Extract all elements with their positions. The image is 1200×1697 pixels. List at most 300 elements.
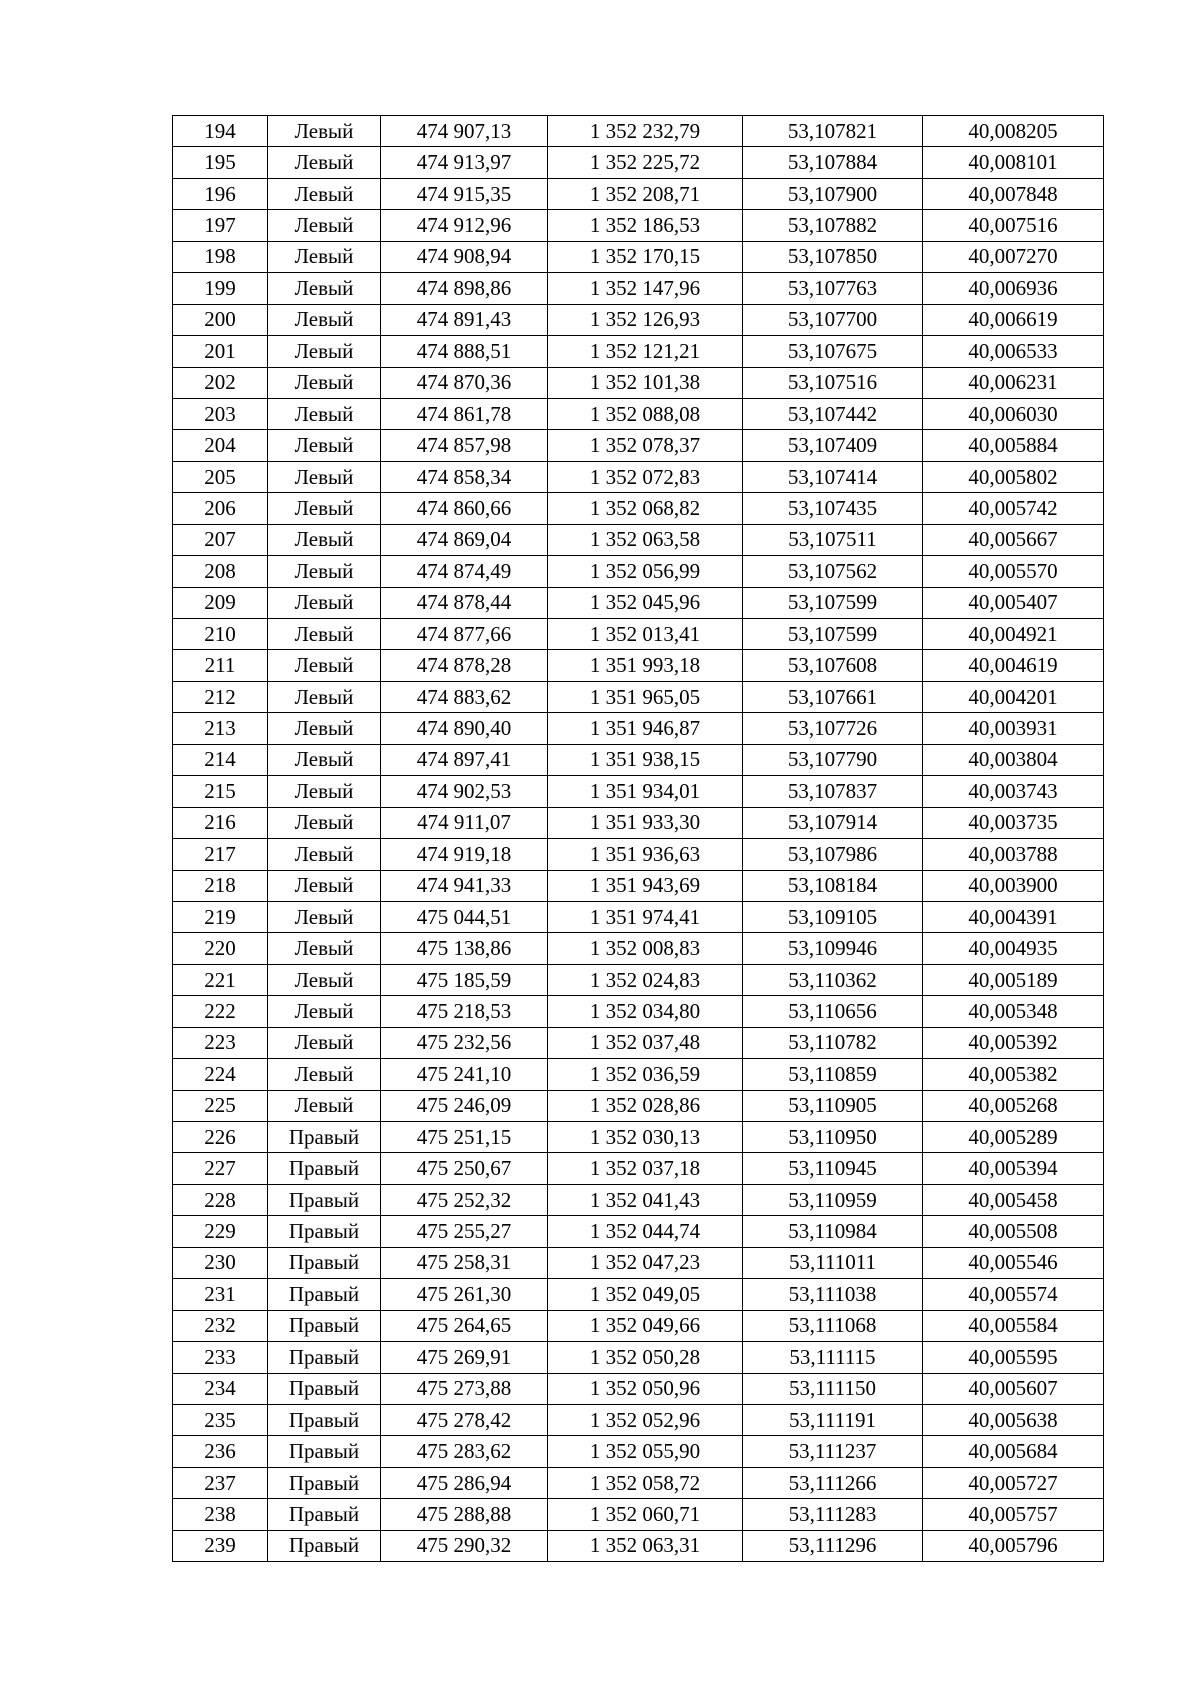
latitude-cell: 53,107790 — [743, 744, 923, 775]
x-coordinate-cell: 475 286,94 — [381, 1467, 548, 1498]
x-coordinate-cell: 474 897,41 — [381, 744, 548, 775]
x-coordinate-cell: 475 258,31 — [381, 1247, 548, 1278]
table-row — [173, 398, 1104, 429]
side-cell: Правый — [268, 1184, 381, 1215]
point-number-cell: 204 — [173, 430, 268, 461]
side-cell: Правый — [268, 1530, 381, 1561]
x-coordinate-cell: 474 878,28 — [381, 650, 548, 681]
table-row — [173, 1184, 1104, 1215]
x-coordinate-cell: 474 902,53 — [381, 776, 548, 807]
point-number-cell: 197 — [173, 210, 268, 241]
table-row — [173, 1436, 1104, 1467]
table-row — [173, 1090, 1104, 1121]
table-row — [173, 587, 1104, 618]
x-coordinate-cell: 474 877,66 — [381, 619, 548, 650]
latitude-cell: 53,111150 — [743, 1373, 923, 1404]
side-cell: Правый — [268, 1404, 381, 1435]
longitude-cell: 40,005392 — [923, 1027, 1104, 1058]
y-coordinate-cell: 1 352 047,23 — [548, 1247, 743, 1278]
side-cell: Левый — [268, 367, 381, 398]
y-coordinate-cell: 1 352 063,31 — [548, 1530, 743, 1561]
point-number-cell: 195 — [173, 147, 268, 178]
y-coordinate-cell: 1 352 101,38 — [548, 367, 743, 398]
point-number-cell: 196 — [173, 178, 268, 209]
point-number-cell: 225 — [173, 1090, 268, 1121]
side-cell: Правый — [268, 1467, 381, 1498]
longitude-cell: 40,008101 — [923, 147, 1104, 178]
side-cell: Правый — [268, 1310, 381, 1341]
side-cell: Левый — [268, 556, 381, 587]
y-coordinate-cell: 1 352 126,93 — [548, 304, 743, 335]
point-number-cell: 234 — [173, 1373, 268, 1404]
x-coordinate-cell: 475 288,88 — [381, 1499, 548, 1530]
table-row — [173, 619, 1104, 650]
y-coordinate-cell: 1 352 037,48 — [548, 1027, 743, 1058]
point-number-cell: 205 — [173, 461, 268, 492]
x-coordinate-cell: 474 860,66 — [381, 493, 548, 524]
y-coordinate-cell: 1 352 030,13 — [548, 1122, 743, 1153]
point-number-cell: 229 — [173, 1216, 268, 1247]
table-row — [173, 367, 1104, 398]
longitude-cell: 40,005574 — [923, 1279, 1104, 1310]
table-row — [173, 807, 1104, 838]
latitude-cell: 53,107763 — [743, 273, 923, 304]
side-cell: Левый — [268, 776, 381, 807]
x-coordinate-cell: 475 246,09 — [381, 1090, 548, 1121]
latitude-cell: 53,111296 — [743, 1530, 923, 1561]
latitude-cell: 53,110984 — [743, 1216, 923, 1247]
y-coordinate-cell: 1 352 068,82 — [548, 493, 743, 524]
side-cell: Левый — [268, 273, 381, 304]
latitude-cell: 53,111266 — [743, 1467, 923, 1498]
longitude-cell: 40,005757 — [923, 1499, 1104, 1530]
point-number-cell: 228 — [173, 1184, 268, 1215]
x-coordinate-cell: 474 919,18 — [381, 839, 548, 870]
longitude-cell: 40,004201 — [923, 681, 1104, 712]
side-cell: Левый — [268, 241, 381, 272]
latitude-cell: 53,107435 — [743, 493, 923, 524]
side-cell: Левый — [268, 1027, 381, 1058]
side-cell: Левый — [268, 336, 381, 367]
table-row — [173, 430, 1104, 461]
table-row — [173, 1499, 1104, 1530]
table-row — [173, 1279, 1104, 1310]
table-row — [173, 713, 1104, 744]
side-cell: Правый — [268, 1279, 381, 1310]
y-coordinate-cell: 1 351 993,18 — [548, 650, 743, 681]
longitude-cell: 40,005742 — [923, 493, 1104, 524]
x-coordinate-cell: 474 908,94 — [381, 241, 548, 272]
point-number-cell: 216 — [173, 807, 268, 838]
longitude-cell: 40,003735 — [923, 807, 1104, 838]
y-coordinate-cell: 1 352 121,21 — [548, 336, 743, 367]
longitude-cell: 40,005727 — [923, 1467, 1104, 1498]
y-coordinate-cell: 1 352 063,58 — [548, 524, 743, 555]
side-cell: Левый — [268, 964, 381, 995]
side-cell: Левый — [268, 996, 381, 1027]
side-cell: Левый — [268, 587, 381, 618]
point-number-cell: 209 — [173, 587, 268, 618]
y-coordinate-cell: 1 352 225,72 — [548, 147, 743, 178]
y-coordinate-cell: 1 351 946,87 — [548, 713, 743, 744]
table-row — [173, 1247, 1104, 1278]
x-coordinate-cell: 474 858,34 — [381, 461, 548, 492]
x-coordinate-cell: 474 941,33 — [381, 870, 548, 901]
longitude-cell: 40,005458 — [923, 1184, 1104, 1215]
y-coordinate-cell: 1 352 232,79 — [548, 116, 743, 147]
x-coordinate-cell: 474 913,97 — [381, 147, 548, 178]
y-coordinate-cell: 1 352 088,08 — [548, 398, 743, 429]
longitude-cell: 40,005595 — [923, 1342, 1104, 1373]
side-cell: Правый — [268, 1122, 381, 1153]
x-coordinate-cell: 475 185,59 — [381, 964, 548, 995]
point-number-cell: 218 — [173, 870, 268, 901]
latitude-cell: 53,107821 — [743, 116, 923, 147]
table-row — [173, 493, 1104, 524]
table-row — [173, 1153, 1104, 1184]
point-number-cell: 203 — [173, 398, 268, 429]
latitude-cell: 53,107675 — [743, 336, 923, 367]
side-cell: Левый — [268, 713, 381, 744]
table-row — [173, 461, 1104, 492]
side-cell: Правый — [268, 1153, 381, 1184]
x-coordinate-cell: 475 252,32 — [381, 1184, 548, 1215]
point-number-cell: 194 — [173, 116, 268, 147]
latitude-cell: 53,111283 — [743, 1499, 923, 1530]
x-coordinate-cell: 475 251,15 — [381, 1122, 548, 1153]
table-row — [173, 1373, 1104, 1404]
point-number-cell: 230 — [173, 1247, 268, 1278]
point-number-cell: 239 — [173, 1530, 268, 1561]
x-coordinate-cell: 475 250,67 — [381, 1153, 548, 1184]
longitude-cell: 40,003900 — [923, 870, 1104, 901]
y-coordinate-cell: 1 352 072,83 — [548, 461, 743, 492]
side-cell: Левый — [268, 681, 381, 712]
latitude-cell: 53,111038 — [743, 1279, 923, 1310]
table-row — [173, 996, 1104, 1027]
x-coordinate-cell: 474 911,07 — [381, 807, 548, 838]
latitude-cell: 53,110950 — [743, 1122, 923, 1153]
table-row — [173, 273, 1104, 304]
latitude-cell: 53,107409 — [743, 430, 923, 461]
latitude-cell: 53,111068 — [743, 1310, 923, 1341]
table-row — [173, 1059, 1104, 1090]
y-coordinate-cell: 1 352 078,37 — [548, 430, 743, 461]
table-row — [173, 1342, 1104, 1373]
longitude-cell: 40,006936 — [923, 273, 1104, 304]
y-coordinate-cell: 1 352 208,71 — [548, 178, 743, 209]
longitude-cell: 40,005407 — [923, 587, 1104, 618]
table-row — [173, 964, 1104, 995]
latitude-cell: 53,110782 — [743, 1027, 923, 1058]
longitude-cell: 40,005884 — [923, 430, 1104, 461]
y-coordinate-cell: 1 352 052,96 — [548, 1404, 743, 1435]
x-coordinate-cell: 474 874,49 — [381, 556, 548, 587]
table-row — [173, 556, 1104, 587]
point-number-cell: 224 — [173, 1059, 268, 1090]
longitude-cell: 40,007270 — [923, 241, 1104, 272]
table-row — [173, 1310, 1104, 1341]
side-cell: Левый — [268, 524, 381, 555]
y-coordinate-cell: 1 352 170,15 — [548, 241, 743, 272]
side-cell: Правый — [268, 1216, 381, 1247]
longitude-cell: 40,004935 — [923, 933, 1104, 964]
latitude-cell: 53,107599 — [743, 587, 923, 618]
longitude-cell: 40,005289 — [923, 1122, 1104, 1153]
longitude-cell: 40,007848 — [923, 178, 1104, 209]
longitude-cell: 40,005607 — [923, 1373, 1104, 1404]
x-coordinate-cell: 474 890,40 — [381, 713, 548, 744]
longitude-cell: 40,005796 — [923, 1530, 1104, 1561]
side-cell: Левый — [268, 398, 381, 429]
table-row — [173, 210, 1104, 241]
longitude-cell: 40,006533 — [923, 336, 1104, 367]
longitude-cell: 40,005546 — [923, 1247, 1104, 1278]
x-coordinate-cell: 474 883,62 — [381, 681, 548, 712]
latitude-cell: 53,107914 — [743, 807, 923, 838]
x-coordinate-cell: 474 870,36 — [381, 367, 548, 398]
side-cell: Левый — [268, 430, 381, 461]
longitude-cell: 40,004391 — [923, 901, 1104, 932]
table-row — [173, 178, 1104, 209]
y-coordinate-cell: 1 352 036,59 — [548, 1059, 743, 1090]
point-number-cell: 213 — [173, 713, 268, 744]
x-coordinate-cell: 475 138,86 — [381, 933, 548, 964]
point-number-cell: 217 — [173, 839, 268, 870]
x-coordinate-cell: 475 269,91 — [381, 1342, 548, 1373]
side-cell: Левый — [268, 304, 381, 335]
latitude-cell: 53,107442 — [743, 398, 923, 429]
side-cell: Левый — [268, 933, 381, 964]
y-coordinate-cell: 1 352 186,53 — [548, 210, 743, 241]
x-coordinate-cell: 474 888,51 — [381, 336, 548, 367]
point-number-cell: 215 — [173, 776, 268, 807]
x-coordinate-cell: 475 232,56 — [381, 1027, 548, 1058]
y-coordinate-cell: 1 352 049,66 — [548, 1310, 743, 1341]
x-coordinate-cell: 474 878,44 — [381, 587, 548, 618]
point-number-cell: 227 — [173, 1153, 268, 1184]
x-coordinate-cell: 474 898,86 — [381, 273, 548, 304]
latitude-cell: 53,107608 — [743, 650, 923, 681]
latitude-cell: 53,109105 — [743, 901, 923, 932]
x-coordinate-cell: 474 891,43 — [381, 304, 548, 335]
side-cell: Левый — [268, 116, 381, 147]
longitude-cell: 40,007516 — [923, 210, 1104, 241]
point-number-cell: 232 — [173, 1310, 268, 1341]
longitude-cell: 40,003804 — [923, 744, 1104, 775]
table-row — [173, 116, 1104, 147]
coordinates-table-body — [173, 116, 1104, 1562]
side-cell: Левый — [268, 178, 381, 209]
latitude-cell: 53,110959 — [743, 1184, 923, 1215]
point-number-cell: 238 — [173, 1499, 268, 1530]
latitude-cell: 53,107661 — [743, 681, 923, 712]
point-number-cell: 212 — [173, 681, 268, 712]
table-row — [173, 304, 1104, 335]
longitude-cell: 40,004921 — [923, 619, 1104, 650]
longitude-cell: 40,005667 — [923, 524, 1104, 555]
latitude-cell: 53,110362 — [743, 964, 923, 995]
latitude-cell: 53,108184 — [743, 870, 923, 901]
longitude-cell: 40,005508 — [923, 1216, 1104, 1247]
y-coordinate-cell: 1 352 045,96 — [548, 587, 743, 618]
x-coordinate-cell: 475 278,42 — [381, 1404, 548, 1435]
y-coordinate-cell: 1 352 041,43 — [548, 1184, 743, 1215]
side-cell: Правый — [268, 1499, 381, 1530]
latitude-cell: 53,107516 — [743, 367, 923, 398]
latitude-cell: 53,111191 — [743, 1404, 923, 1435]
side-cell: Левый — [268, 147, 381, 178]
longitude-cell: 40,004619 — [923, 650, 1104, 681]
y-coordinate-cell: 1 351 938,15 — [548, 744, 743, 775]
table-row — [173, 147, 1104, 178]
point-number-cell: 211 — [173, 650, 268, 681]
side-cell: Левый — [268, 744, 381, 775]
latitude-cell: 53,110656 — [743, 996, 923, 1027]
table-row — [173, 1027, 1104, 1058]
point-number-cell: 207 — [173, 524, 268, 555]
x-coordinate-cell: 475 264,65 — [381, 1310, 548, 1341]
latitude-cell: 53,107726 — [743, 713, 923, 744]
side-cell: Правый — [268, 1342, 381, 1373]
latitude-cell: 53,107599 — [743, 619, 923, 650]
latitude-cell: 53,107986 — [743, 839, 923, 870]
longitude-cell: 40,005189 — [923, 964, 1104, 995]
point-number-cell: 200 — [173, 304, 268, 335]
y-coordinate-cell: 1 352 044,74 — [548, 1216, 743, 1247]
coordinates-table — [172, 115, 1104, 1562]
y-coordinate-cell: 1 351 934,01 — [548, 776, 743, 807]
y-coordinate-cell: 1 352 028,86 — [548, 1090, 743, 1121]
longitude-cell: 40,005570 — [923, 556, 1104, 587]
longitude-cell: 40,003931 — [923, 713, 1104, 744]
table-row — [173, 336, 1104, 367]
table-row — [173, 1467, 1104, 1498]
x-coordinate-cell: 474 869,04 — [381, 524, 548, 555]
table-row — [173, 1404, 1104, 1435]
side-cell: Левый — [268, 807, 381, 838]
point-number-cell: 220 — [173, 933, 268, 964]
point-number-cell: 202 — [173, 367, 268, 398]
point-number-cell: 214 — [173, 744, 268, 775]
longitude-cell: 40,005684 — [923, 1436, 1104, 1467]
side-cell: Левый — [268, 839, 381, 870]
longitude-cell: 40,003788 — [923, 839, 1104, 870]
longitude-cell: 40,006231 — [923, 367, 1104, 398]
latitude-cell: 53,107414 — [743, 461, 923, 492]
side-cell: Левый — [268, 1090, 381, 1121]
side-cell: Левый — [268, 901, 381, 932]
point-number-cell: 206 — [173, 493, 268, 524]
latitude-cell: 53,110945 — [743, 1153, 923, 1184]
y-coordinate-cell: 1 352 060,71 — [548, 1499, 743, 1530]
table-row — [173, 933, 1104, 964]
point-number-cell: 237 — [173, 1467, 268, 1498]
point-number-cell: 199 — [173, 273, 268, 304]
latitude-cell: 53,107700 — [743, 304, 923, 335]
x-coordinate-cell: 474 857,98 — [381, 430, 548, 461]
point-number-cell: 219 — [173, 901, 268, 932]
table-row — [173, 901, 1104, 932]
y-coordinate-cell: 1 352 147,96 — [548, 273, 743, 304]
point-number-cell: 223 — [173, 1027, 268, 1058]
point-number-cell: 233 — [173, 1342, 268, 1373]
latitude-cell: 53,111011 — [743, 1247, 923, 1278]
y-coordinate-cell: 1 352 055,90 — [548, 1436, 743, 1467]
latitude-cell: 53,107562 — [743, 556, 923, 587]
x-coordinate-cell: 475 044,51 — [381, 901, 548, 932]
table-row — [173, 681, 1104, 712]
longitude-cell: 40,008205 — [923, 116, 1104, 147]
table-row — [173, 241, 1104, 272]
side-cell: Левый — [268, 493, 381, 524]
y-coordinate-cell: 1 352 008,83 — [548, 933, 743, 964]
point-number-cell: 210 — [173, 619, 268, 650]
latitude-cell: 53,107900 — [743, 178, 923, 209]
longitude-cell: 40,005394 — [923, 1153, 1104, 1184]
point-number-cell: 236 — [173, 1436, 268, 1467]
longitude-cell: 40,005638 — [923, 1404, 1104, 1435]
y-coordinate-cell: 1 351 936,63 — [548, 839, 743, 870]
point-number-cell: 235 — [173, 1404, 268, 1435]
x-coordinate-cell: 475 261,30 — [381, 1279, 548, 1310]
longitude-cell: 40,005268 — [923, 1090, 1104, 1121]
side-cell: Левый — [268, 619, 381, 650]
side-cell: Правый — [268, 1436, 381, 1467]
longitude-cell: 40,005348 — [923, 996, 1104, 1027]
latitude-cell: 53,110859 — [743, 1059, 923, 1090]
y-coordinate-cell: 1 352 050,96 — [548, 1373, 743, 1404]
y-coordinate-cell: 1 351 943,69 — [548, 870, 743, 901]
table-row — [173, 776, 1104, 807]
y-coordinate-cell: 1 352 049,05 — [548, 1279, 743, 1310]
y-coordinate-cell: 1 352 058,72 — [548, 1467, 743, 1498]
longitude-cell: 40,006030 — [923, 398, 1104, 429]
x-coordinate-cell: 474 915,35 — [381, 178, 548, 209]
latitude-cell: 53,107837 — [743, 776, 923, 807]
table-row — [173, 1216, 1104, 1247]
y-coordinate-cell: 1 352 050,28 — [548, 1342, 743, 1373]
longitude-cell: 40,005584 — [923, 1310, 1104, 1341]
y-coordinate-cell: 1 352 037,18 — [548, 1153, 743, 1184]
longitude-cell: 40,005382 — [923, 1059, 1104, 1090]
latitude-cell: 53,111237 — [743, 1436, 923, 1467]
table-row — [173, 870, 1104, 901]
x-coordinate-cell: 475 290,32 — [381, 1530, 548, 1561]
side-cell: Левый — [268, 1059, 381, 1090]
x-coordinate-cell: 475 273,88 — [381, 1373, 548, 1404]
side-cell: Правый — [268, 1247, 381, 1278]
x-coordinate-cell: 475 218,53 — [381, 996, 548, 1027]
table-row — [173, 650, 1104, 681]
y-coordinate-cell: 1 351 965,05 — [548, 681, 743, 712]
x-coordinate-cell: 474 912,96 — [381, 210, 548, 241]
table-row — [173, 1530, 1104, 1561]
latitude-cell: 53,111115 — [743, 1342, 923, 1373]
x-coordinate-cell: 474 907,13 — [381, 116, 548, 147]
y-coordinate-cell: 1 352 056,99 — [548, 556, 743, 587]
y-coordinate-cell: 1 351 974,41 — [548, 901, 743, 932]
point-number-cell: 231 — [173, 1279, 268, 1310]
x-coordinate-cell: 474 861,78 — [381, 398, 548, 429]
y-coordinate-cell: 1 352 034,80 — [548, 996, 743, 1027]
table-row — [173, 744, 1104, 775]
latitude-cell: 53,110905 — [743, 1090, 923, 1121]
latitude-cell: 53,107882 — [743, 210, 923, 241]
table-row — [173, 524, 1104, 555]
point-number-cell: 198 — [173, 241, 268, 272]
longitude-cell: 40,003743 — [923, 776, 1104, 807]
